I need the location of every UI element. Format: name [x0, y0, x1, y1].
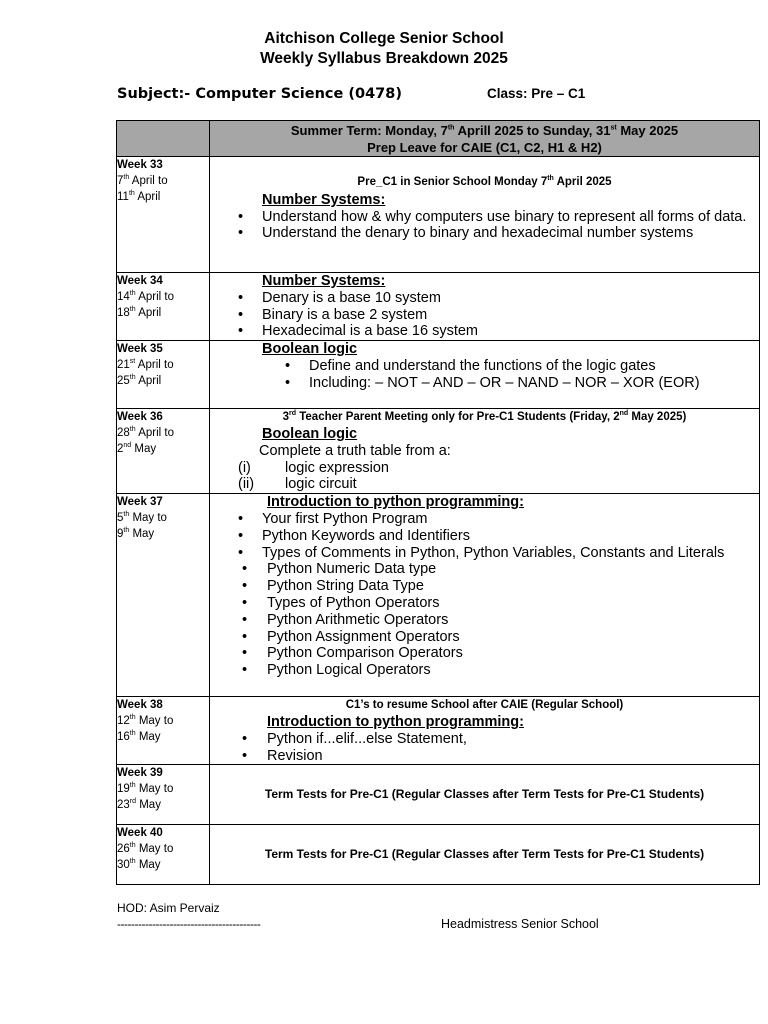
term-header-cell — [210, 121, 760, 157]
week-start-date: 19th May to — [117, 782, 174, 796]
bullet-icon: • — [242, 645, 248, 662]
week-start-date: 5th May to — [117, 511, 167, 525]
week-content-cell — [210, 494, 760, 697]
list-item: • Denary is a base 10 system — [238, 289, 441, 306]
week-start-date: 7th April to — [117, 174, 168, 187]
bullet-icon: • — [242, 561, 248, 578]
table-row — [117, 341, 760, 409]
term-tests-note: Term Tests for Pre-C1 (Regular Classes after Term Tests for Pre-C1 Students) — [264, 787, 705, 802]
topic-list — [210, 731, 759, 765]
topic-heading: Boolean logic — [262, 341, 358, 358]
document-subtitle: Weekly Syllabus Breakdown 2025 — [260, 50, 508, 67]
topic-heading: Boolean logic — [262, 425, 358, 442]
list-item: • Python Comparison Operators — [242, 645, 463, 662]
list-item: • Python String Data Type — [242, 578, 424, 595]
bullet-icon: • — [238, 306, 244, 323]
list-item: (ii) logic circuit — [238, 476, 357, 493]
bullet-icon: • — [238, 225, 244, 242]
list-item: • Your first Python Program — [238, 510, 428, 527]
list-item: • Binary is a base 2 system — [238, 306, 428, 323]
table-row — [117, 494, 760, 697]
week-end-date: 30th May — [117, 858, 161, 872]
hod-signature-label: HOD: Asim Pervaiz — [117, 901, 220, 915]
class-label: Class: Pre – C1 — [487, 86, 586, 101]
list-item: • Python Logical Operators — [242, 662, 431, 679]
bullet-icon: • — [238, 289, 244, 306]
bullet-icon: • — [242, 611, 248, 628]
bullet-icon: • — [242, 578, 248, 595]
bullet-icon: • — [285, 374, 291, 391]
table-row — [117, 765, 760, 825]
week-content-cell — [210, 157, 760, 273]
week-name: Week 40 — [117, 827, 163, 840]
week-name: Week 36 — [117, 411, 163, 424]
bullet-icon: • — [242, 628, 248, 645]
bullet-icon: • — [238, 527, 244, 544]
syllabus-table — [116, 120, 760, 885]
headmistress-label: Headmistress Senior School — [441, 917, 599, 931]
list-item: • Types of Comments in Python, Python Variables, Constants and Literals — [238, 544, 725, 561]
week-cell — [117, 157, 210, 273]
bullet-icon: • — [238, 323, 244, 340]
week-cell — [117, 765, 210, 825]
week-start-date: 12th May to — [117, 714, 174, 728]
list-item: • Define and understand the functions of the logic gates — [285, 357, 656, 374]
week-start-date: 26th May to — [117, 842, 174, 856]
bullet-icon: • — [238, 208, 244, 225]
week-cell — [117, 273, 210, 341]
week-note: C1’s to resume School after CAIE (Regular School) — [345, 699, 624, 712]
truth-table-intro: Complete a truth table from a: — [259, 442, 451, 459]
week-start-date: 28th April to — [117, 426, 174, 440]
week-name: Week 39 — [117, 767, 163, 780]
week-content-cell — [210, 825, 760, 885]
list-number: (i) — [238, 459, 251, 476]
bullet-icon: • — [242, 730, 248, 747]
list-item: • Revision — [242, 747, 323, 764]
week-cell — [117, 494, 210, 697]
bullet-icon: • — [242, 594, 248, 611]
prep-leave-heading: Prep Leave for CAIE (C1, C2, H1 & H2) — [367, 140, 602, 155]
week-start-date: 14th April to — [117, 290, 174, 303]
week-name: Week 33 — [117, 159, 163, 171]
list-item: • Python Numeric Data type — [242, 561, 437, 578]
bullet-icon: • — [242, 747, 248, 764]
bullet-icon: • — [238, 510, 244, 527]
week-cell — [117, 409, 210, 494]
list-item: • Python Keywords and Identifiers — [238, 527, 470, 544]
week-name: Week 38 — [117, 699, 163, 712]
week-end-date: 2nd May — [117, 442, 157, 456]
topic-heading: Introduction to python programming: — [267, 494, 524, 511]
week-end-date: 23rd May — [117, 798, 161, 812]
topic-list — [210, 511, 759, 679]
term-heading: Summer Term: Monday, 7th Aprill 2025 to Sunday, 31st May 2025 — [290, 123, 679, 138]
week-end-date: 18th April — [117, 306, 162, 319]
signature-line: ----------------------------------------- — [117, 917, 261, 931]
week-content-cell — [210, 765, 760, 825]
table-row — [117, 825, 760, 885]
week-end-date: 11th April — [117, 190, 161, 203]
bullet-icon: • — [242, 662, 248, 679]
week-note: Pre_C1 in Senior School Monday 7th April 2025 — [357, 175, 612, 188]
list-item: • Understand the denary to binary and hexadecimal number systems — [238, 225, 694, 242]
list-item: • Hexadecimal is a base 16 system — [238, 323, 478, 340]
week-cell — [117, 825, 210, 885]
bullet-icon: • — [285, 357, 291, 374]
list-number: (ii) — [238, 476, 255, 493]
table-row — [117, 273, 760, 341]
table-header-row — [117, 121, 760, 157]
list-item: (i) logic expression — [238, 459, 389, 476]
week-content-cell — [210, 273, 760, 341]
week-content-cell — [210, 409, 760, 494]
week-start-date: 21st April to — [117, 358, 174, 372]
week-end-date: 16th May — [117, 730, 161, 744]
week-cell — [117, 697, 210, 765]
week-name: Week 34 — [117, 275, 163, 287]
table-row — [117, 157, 760, 273]
list-item: • Types of Python Operators — [242, 594, 440, 611]
table-row — [117, 409, 760, 494]
list-item: • Python Arithmetic Operators — [242, 611, 449, 628]
table-row — [117, 697, 760, 765]
topic-list — [210, 209, 759, 243]
list-item: • Including: – NOT – AND – OR – NAND – NOR – XOR (EOR) — [285, 374, 700, 391]
school-title: Aitchison College Senior School — [264, 30, 504, 47]
list-item: • Python if...elif...else Statement, — [242, 730, 467, 747]
week-content-cell — [210, 341, 760, 409]
topic-list — [210, 358, 759, 392]
topic-heading: Number Systems: — [262, 273, 386, 289]
list-item: • Python Assignment Operators — [242, 628, 460, 645]
week-name: Week 35 — [117, 343, 163, 356]
header-blank-cell — [117, 121, 210, 157]
subject-label: Subject:- Computer Science (0478) — [117, 86, 402, 102]
list-item: • Understand how & why computers use binary to represent all forms of data. — [238, 208, 747, 225]
week-name: Week 37 — [117, 496, 163, 509]
topic-heading: Introduction to python programming: — [267, 713, 524, 730]
topic-heading: Number Systems: — [262, 191, 386, 208]
week-content-cell — [210, 697, 760, 765]
week-end-date: 9th May — [117, 527, 155, 541]
week-note: 3rd Teacher Parent Meeting only for Pre-C1 Students (Friday, 2nd May 2025) — [282, 410, 687, 424]
term-tests-note: Term Tests for Pre-C1 (Regular Classes after Term Tests for Pre-C1 Students) — [264, 847, 705, 862]
week-end-date: 25th April — [117, 374, 162, 388]
bullet-icon: • — [238, 544, 244, 561]
week-cell — [117, 341, 210, 409]
topic-list — [210, 290, 759, 340]
